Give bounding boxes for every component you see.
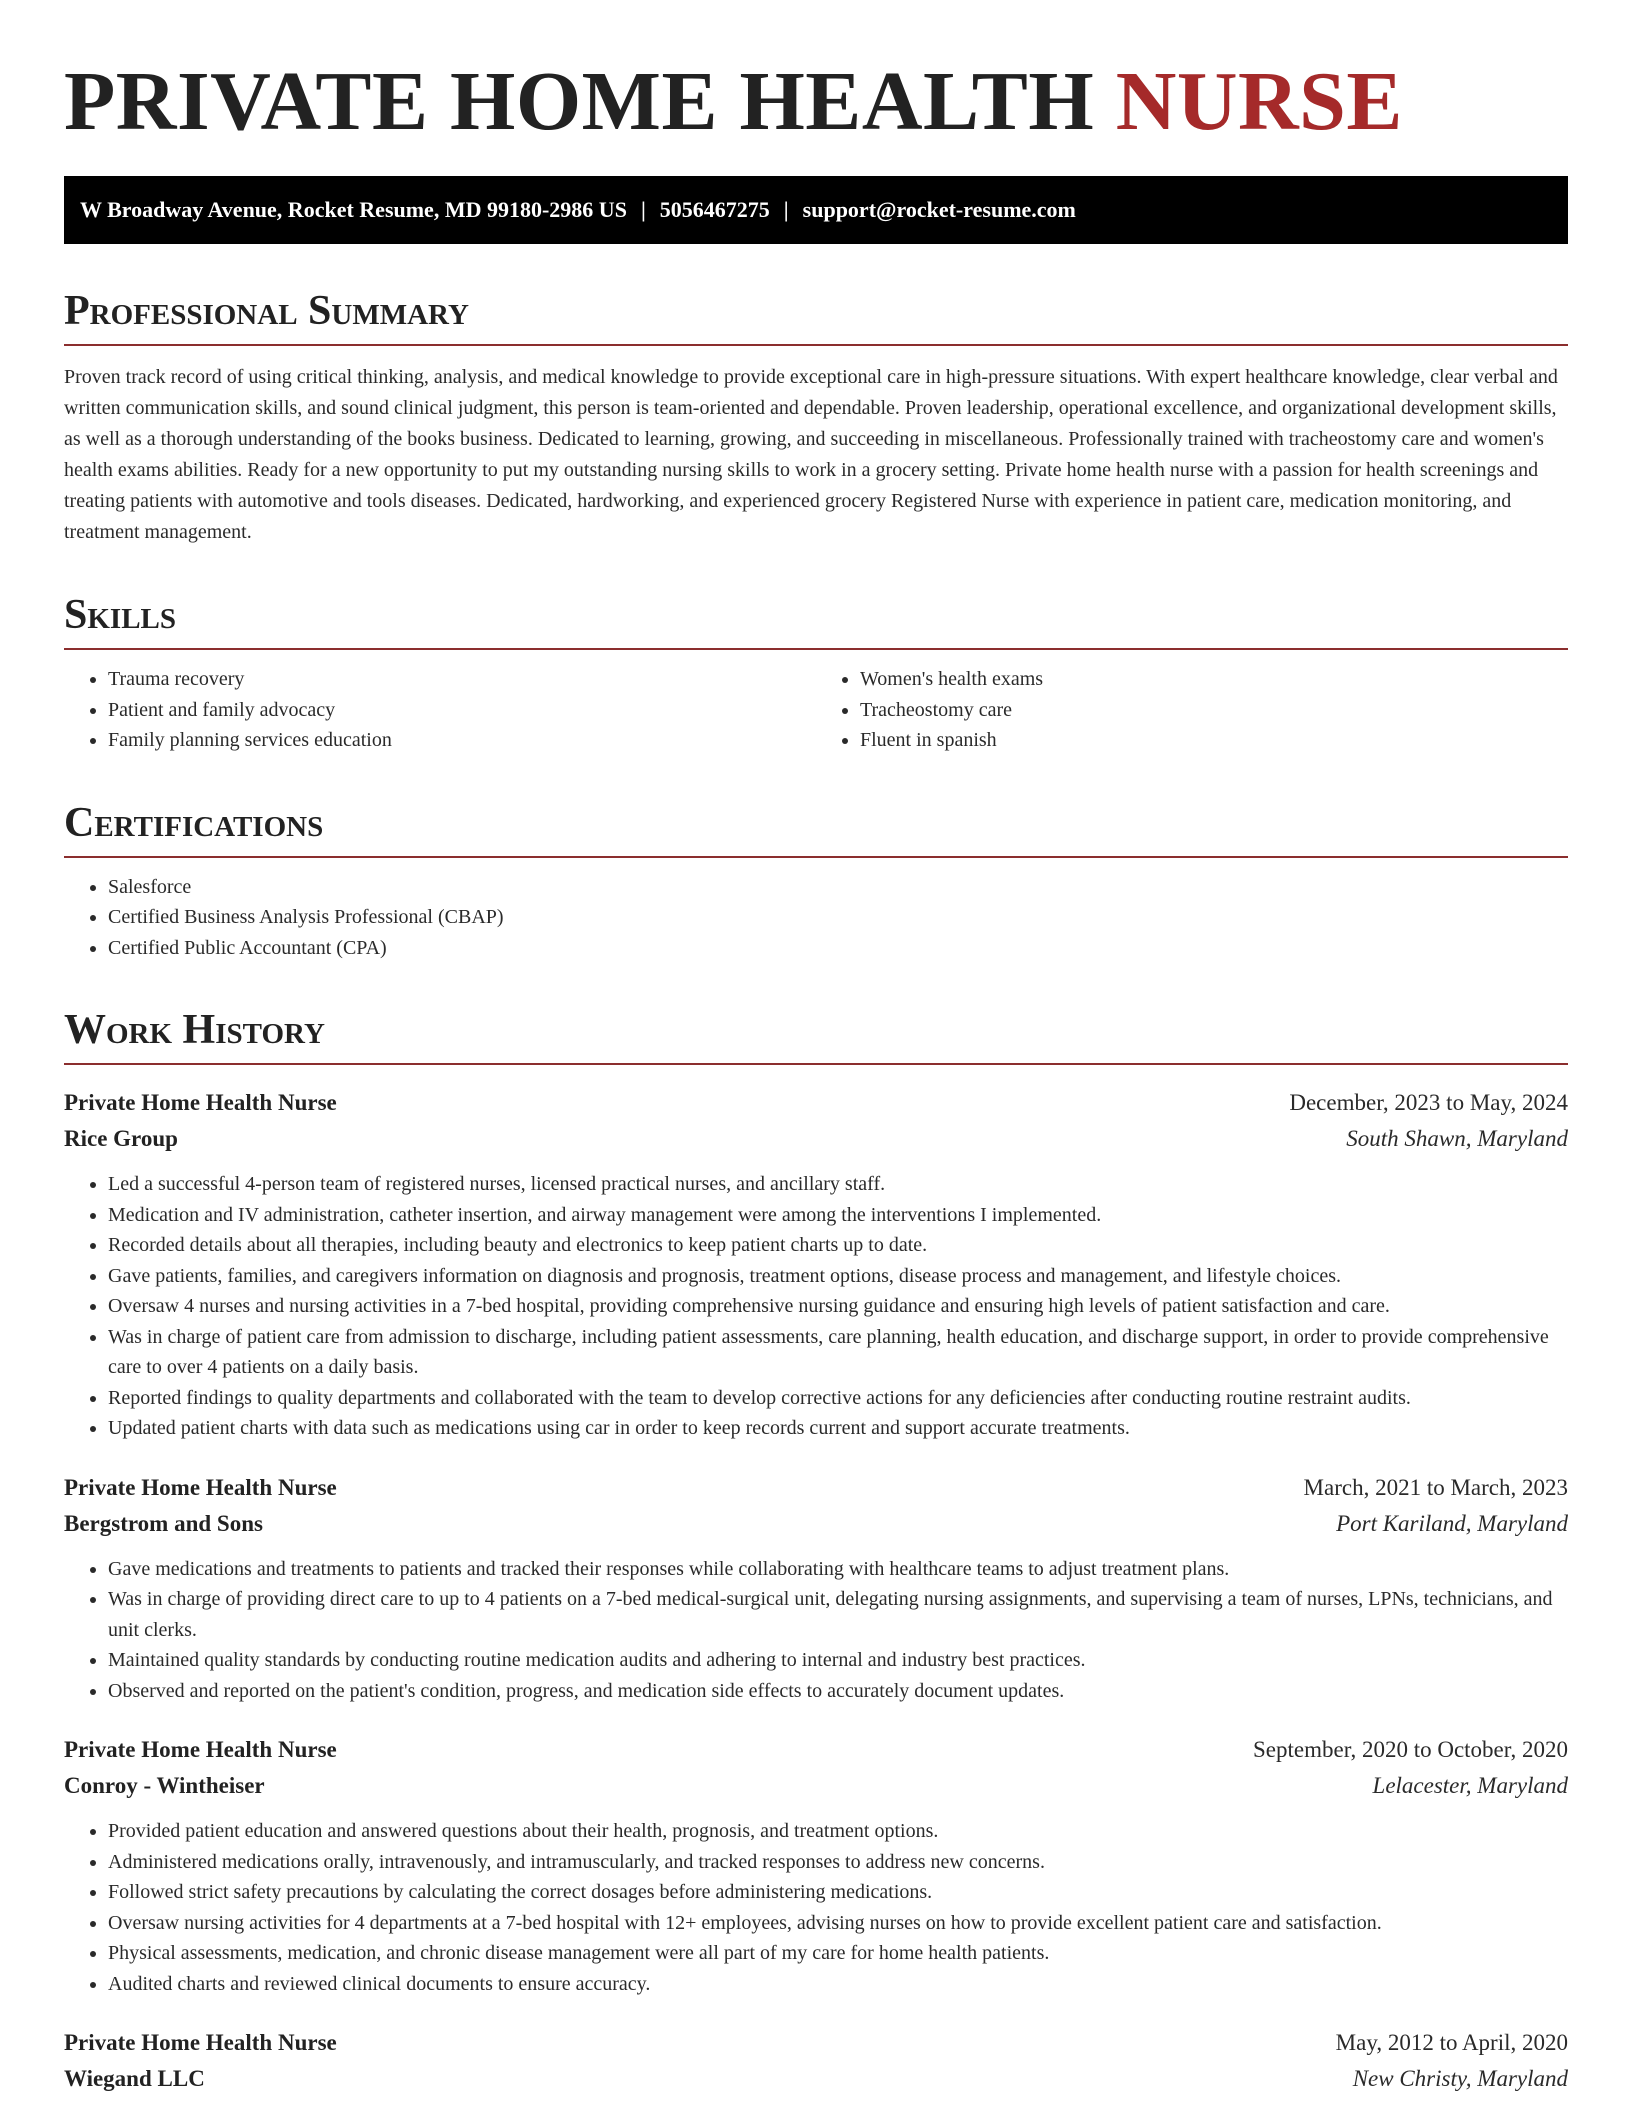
certifications-heading: Certifications (64, 800, 1568, 858)
job-bullet: • Reported findings to quality departments and collaborated with the team to develop corrective actions for any deficiencies after conducting routine restraint audits. (108, 1383, 1568, 1414)
job-bullet: • Gave patients, families, and caregivers information on diagnosis and prognosis, treatment options, disease process and management, and lifestyle choices. (108, 1261, 1568, 1292)
job-title: Private Home Health Nurse (64, 1474, 337, 1500)
job-entry (64, 1470, 1568, 1707)
job-subheader (64, 1768, 1568, 1804)
skill-item: • Fluent in spanish (860, 725, 1568, 756)
skills-list (64, 650, 1568, 756)
certifications-list (64, 872, 1568, 964)
job-entry (64, 1085, 1568, 1444)
job-company: Wiegand LLC (64, 2066, 205, 2091)
job-bullet: • Was in charge of patient care from admission to discharge, including patient assessments, care planning, health education, and discharge support, in order to provide comprehensive care to over 4 patients on a daily basis. (108, 1322, 1568, 1383)
job-location: Lelacester, Maryland (1372, 1773, 1568, 1798)
contact-address: W Broadway Avenue, Rocket Resume, MD 99180-2986 US (80, 197, 627, 222)
job-company: Conroy - Wintheiser (64, 1773, 265, 1798)
job-header (64, 1470, 1568, 1506)
contact-separator: | (640, 197, 646, 222)
skill-item: • Women's health exams (860, 664, 1568, 695)
job-bullets (64, 1554, 1568, 1707)
name-accent: NURSE (1115, 55, 1403, 148)
skills-column-right (816, 664, 1568, 756)
job-bullet: • Oversaw nursing activities for 4 departments at a 7-bed hospital with 12+ employees, advising nurses on how to provide excellent patient care and satisfaction. (108, 1908, 1568, 1939)
skill-item: • Tracheostomy care (860, 695, 1568, 726)
job-bullet: • Medication and IV administration, catheter insertion, and airway management were among the interventions I implemented. (108, 1200, 1568, 1231)
skill-item: • Patient and family advocacy (108, 695, 816, 726)
job-bullet: • Was in charge of providing direct care to up to 4 patients on a 7-bed medical-surgical unit, delegating nursing assignments, and supervising a team of nurses, LPNs, technicians, and unit clerks. (108, 1584, 1568, 1645)
job-title: Private Home Health Nurse (64, 1737, 337, 1762)
job-location: New Christy, Maryland (1352, 2066, 1568, 2091)
certification-item: • Certified Public Accountant (CPA) (108, 933, 1568, 964)
work-history-heading: Work History (64, 1007, 1568, 1065)
job-bullet: • Maintained quality standards by conducting routine medication audits and adhering to internal and industry best practices. (108, 1645, 1568, 1676)
job-header (64, 1732, 1568, 1768)
contact-phone[interactable]: 5056467275 (659, 197, 770, 222)
job-bullet: • Recorded details about all therapies, including beauty and electronics to keep patient charts up to date. (108, 1230, 1568, 1261)
job-company: Bergstrom and Sons (64, 1510, 263, 1536)
job-bullet: • Provided patient education and answered questions about their health, prognosis, and treatment options. (108, 1816, 1568, 1847)
skills-heading: Skills (64, 592, 1568, 650)
certification-item: • Salesforce (108, 872, 1568, 903)
job-subheader (64, 1121, 1568, 1157)
job-bullet: • Followed strict safety precautions by calculating the correct dosages before administering medications. (108, 1877, 1568, 1908)
job-dates: December, 2023 to May, 2024 (1289, 1090, 1568, 1115)
job-dates: May, 2012 to April, 2020 (1335, 2030, 1568, 2055)
job-bullet: • Administered medications orally, intravenously, and intramuscularly, and tracked responses to address new concerns. (108, 1847, 1568, 1878)
job-dates: March, 2021 to March, 2023 (1303, 1474, 1568, 1500)
contact-email[interactable]: support@rocket-resume.com (802, 197, 1076, 222)
job-bullet: • Observed and reported on the patient's condition, progress, and medication side effects to accurately document updates. (108, 1676, 1568, 1707)
job-bullets (64, 1169, 1568, 1444)
name-main: PRIVATE HOME HEALTH (64, 55, 1095, 148)
job-bullet: • Updated patient charts with data such as medications using car in order to keep records current and support accurate treatments. (108, 1413, 1568, 1444)
job-header (64, 2025, 1568, 2061)
contact-separator: | (783, 197, 789, 222)
job-header (64, 1085, 1568, 1121)
summary-text: Proven track record of using critical thinking, analysis, and medical knowledge to provide exceptional care in high-pressure situations. With expert healthcare knowledge, clear verbal and written communication skills, and sound clinical judgment, this person is team-oriented and dependable. Proven leadership, operational excellence, and organizational development skills, as well as a thorough understanding of the books business. Dedicated to learning, growing, and succeeding in miscellaneous. Professionally trained with tracheostomy care and women's health exams abilities. Ready for a new opportunity to put my outstanding nursing skills to work in a grocery setting. Private home health nurse with a passion for health screenings and treating patients with automotive and tools diseases. Dedicated, hardworking, and experienced grocery Registered Nurse with experience in patient care, medication monitoring, and treatment management. (64, 366, 1558, 543)
skill-item: • Family planning services education (108, 725, 816, 756)
skills-column-left (64, 664, 816, 756)
job-title: Private Home Health Nurse (64, 1090, 337, 1115)
job-location: South Shawn, Maryland (1346, 1126, 1568, 1151)
summary-heading: Professional Summary (64, 288, 1568, 346)
job-bullet: • Audited charts and reviewed clinical documents to ensure accuracy. (108, 1969, 1568, 2000)
job-subheader (64, 2061, 1568, 2097)
job-bullet: • Led a successful 4-person team of registered nurses, licensed practical nurses, and ancillary staff. (108, 1169, 1568, 1200)
job-company: Rice Group (64, 1126, 178, 1151)
certification-item: • Certified Business Analysis Professional (CBAP) (108, 902, 1568, 933)
job-title: Private Home Health Nurse (64, 2030, 337, 2055)
job-dates: September, 2020 to October, 2020 (1253, 1737, 1568, 1762)
job-bullet: • Oversaw 4 nurses and nursing activities in a 7-bed hospital, providing comprehensive nursing guidance and ensuring high levels of patient satisfaction and care. (108, 1291, 1568, 1322)
job-subheader (64, 1506, 1568, 1542)
job-entry (64, 1732, 1568, 1999)
skill-item: • Trauma recovery (108, 664, 816, 695)
resume-name (64, 0, 1568, 172)
job-entry (64, 2025, 1568, 2097)
job-bullet: • Gave medications and treatments to patients and tracked their responses while collaborating with healthcare teams to adjust treatment plans. (108, 1554, 1568, 1585)
job-bullets (64, 1816, 1568, 1999)
contact-bar (64, 176, 1568, 244)
job-bullet: • Physical assessments, medication, and chronic disease management were all part of my care for home health patients. (108, 1938, 1568, 1969)
job-location: Port Kariland, Maryland (1336, 1510, 1568, 1536)
